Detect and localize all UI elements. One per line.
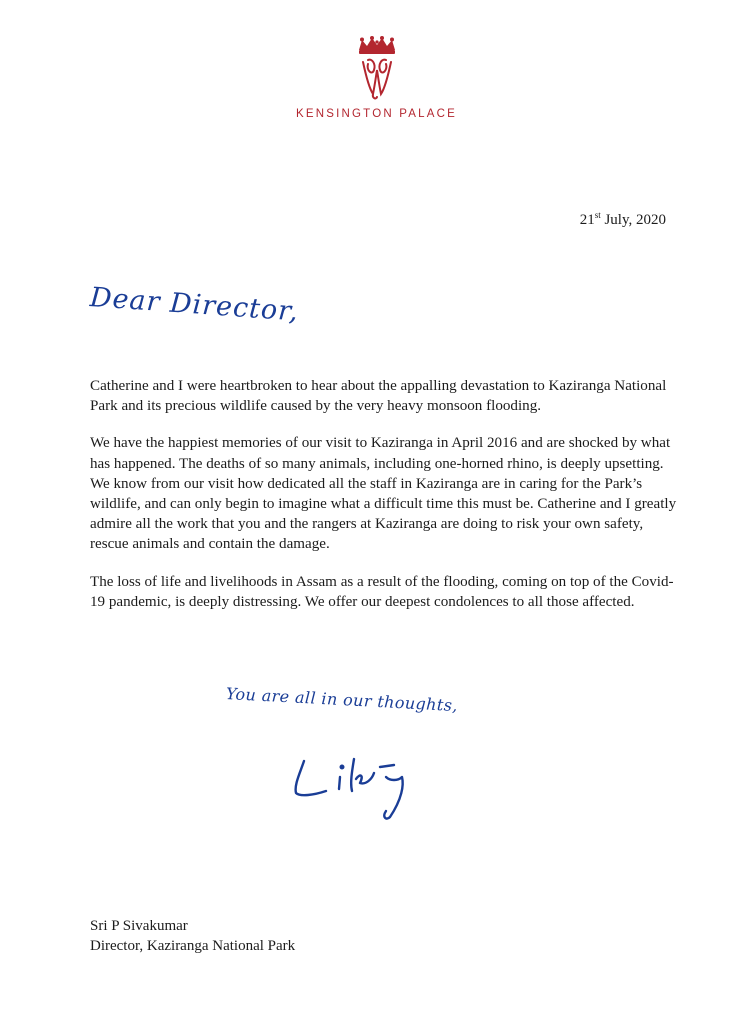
recipient-name: Sri P Sivakumar xyxy=(90,918,188,934)
recipient-title: Director, Kaziranga National Park xyxy=(90,938,296,954)
letterhead xyxy=(0,36,753,120)
body-paragraph: The loss of life and livelihoods in Assam as a result of the flooding, coming on top of the Covid-19 pandemic, is deeply distressing. We offer our deepest condolences to all those affected. xyxy=(90,573,674,610)
body-paragraph: We have the happiest memories of our visit to Kaziranga in April 2016 and are shocked by what has happened. The deaths of so many animals, including one-horned rhino, is deeply upsetting. We know from our visit how dedicated all the staff in Kaziranga are in caring for the Park’s wildlife, and can only begin to imagine what a difficult time this must be. Catherine and I greatly admire all the work that you and the rangers at Kaziranga are doing to risk your own safety, rescue animals and contain the damage. xyxy=(90,435,677,553)
royal-cypher-crest-icon xyxy=(354,36,400,102)
letter-date xyxy=(580,212,666,229)
date-day: 21 xyxy=(579,212,595,228)
date-suffix: st xyxy=(594,210,601,220)
handwritten-salutation: Dear Director, xyxy=(88,282,300,328)
recipient-block xyxy=(90,916,295,956)
date-rest: July, 2020 xyxy=(600,212,666,228)
handwritten-signature xyxy=(290,755,440,825)
letter-body xyxy=(90,376,680,629)
letterhead-title: KENSINGTON PALACE xyxy=(296,108,457,120)
handwritten-closing: You are all in our thoughts, xyxy=(225,684,459,716)
body-paragraph: Catherine and I were heartbroken to hear about the appalling devastation to Kaziranga National Park and its precious wildlife caused by the very heavy monsoon flooding. xyxy=(90,378,667,415)
